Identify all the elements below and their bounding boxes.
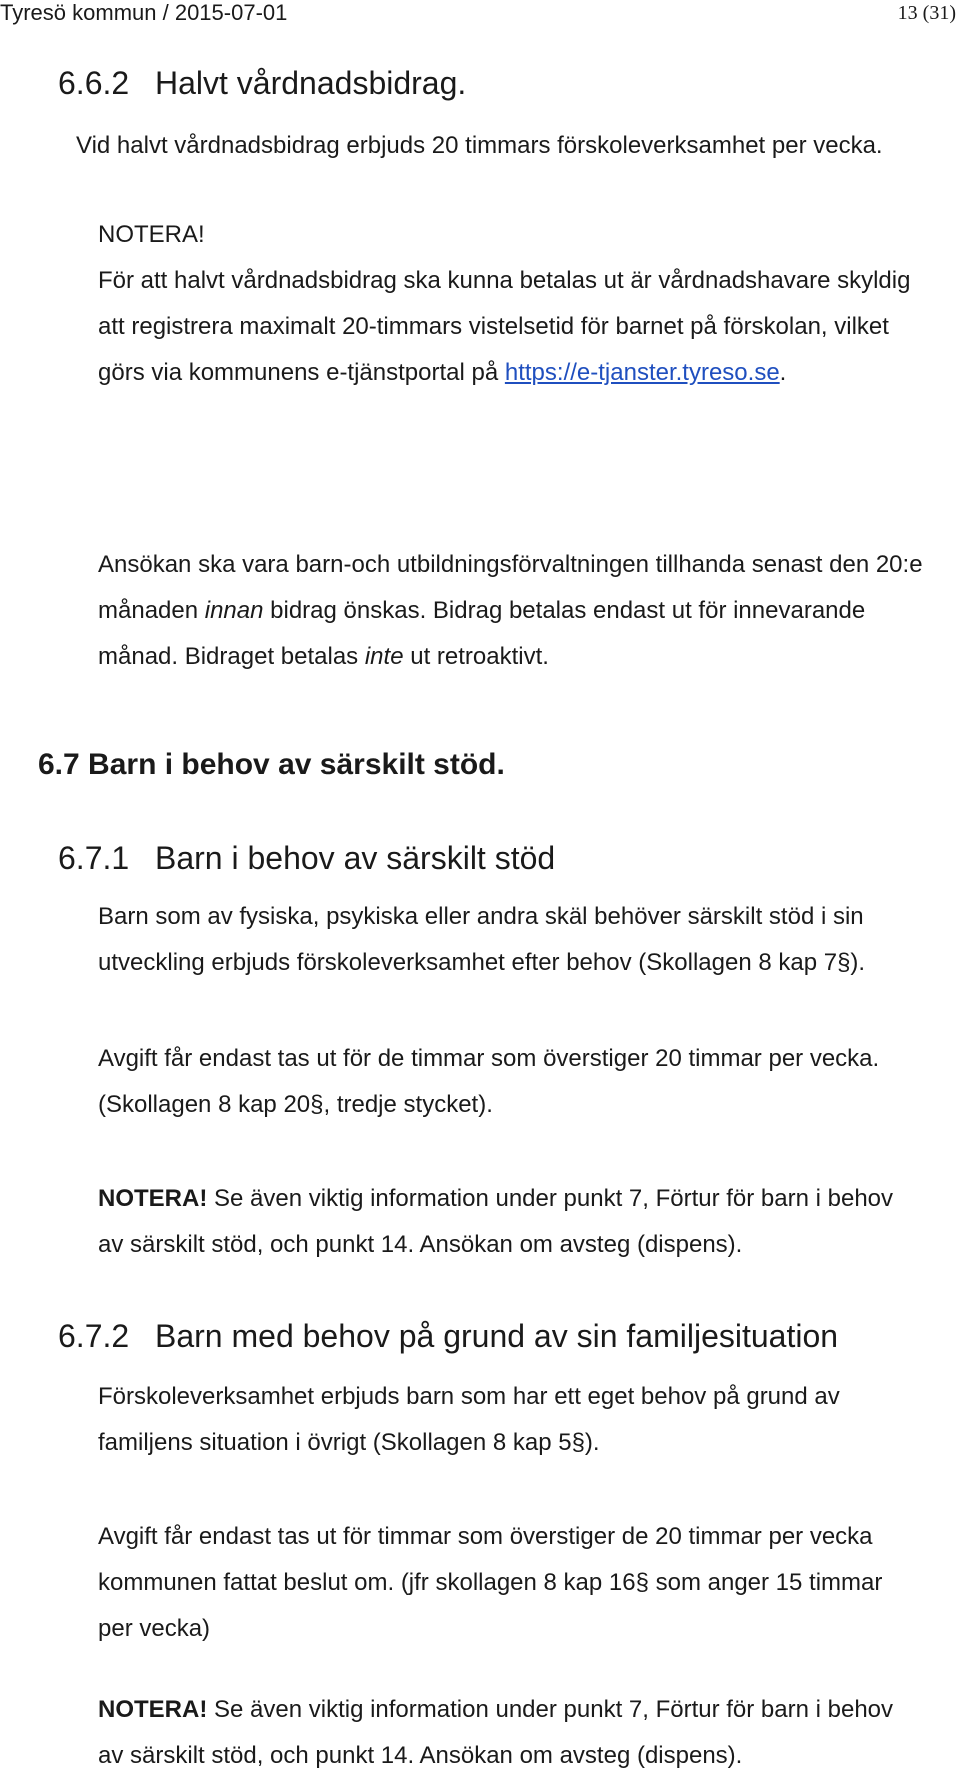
heading-6-7-1 xyxy=(58,839,555,877)
heading-title: Barn i behov av särskilt stöd xyxy=(155,840,556,876)
heading-6-7-2 xyxy=(58,1317,838,1355)
heading-6-6-2 xyxy=(58,64,466,102)
paragraph-avgift-671: Avgift får endast tas ut för de timmar som överstiger 20 timmar per vecka. (Skollagen 8 kap 20§, tredje stycket). xyxy=(98,1045,880,1118)
nota-text: För att halvt vårdnadsbidrag ska kunna betalas ut är vårdnadshavare skyldig att registrera maximalt 20-timmars vistelsetid för barnet på förskolan, vilket görs via kommunens e-tjänstportal på xyxy=(98,267,911,386)
nota-text: Se även viktig information under punkt 7, Förtur för barn i behov av särskilt stöd, och punkt 14. Ansökan om avsteg (dispens). xyxy=(98,1696,894,1769)
heading-title: Halvt vårdnadsbidrag. xyxy=(155,65,467,101)
nota-label: NOTERA! xyxy=(98,1185,208,1212)
paragraph-nota-halvt xyxy=(98,221,928,396)
paragraph-nota-672 xyxy=(98,1687,918,1779)
ansokan-em-innan: innan xyxy=(204,597,264,624)
page-header xyxy=(0,0,960,30)
link-trailing-period: . xyxy=(779,359,787,386)
ansokan-text-c: ut retroaktivt. xyxy=(403,643,549,670)
e-tjanster-link[interactable]: https://e-tjanster.tyreso.se xyxy=(504,359,780,386)
heading-title: Barn med behov på grund av sin familjesituation xyxy=(155,1318,839,1354)
heading-number: 6.7.1 xyxy=(58,840,130,876)
paragraph-familjesituation: Förskoleverksamhet erbjuds barn som har ett eget behov på grund av familjens situation i övrigt (Skollagen 8 kap 5§). xyxy=(98,1383,840,1456)
heading-number: 6.6.2 xyxy=(58,65,130,101)
nota-text: Se även viktig information under punkt 7, Förtur för barn i behov av särskilt stöd, och punkt 14. Ansökan om avsteg (dispens). xyxy=(98,1185,894,1258)
paragraph-ansokan xyxy=(98,542,928,680)
page-number: 13 (31) xyxy=(897,2,956,24)
ansokan-text-a: Ansökan ska vara barn-och utbildningsförvaltningen tillhanda senast den 20:e månaden xyxy=(98,551,923,624)
ansokan-em-inte: inte xyxy=(364,643,404,670)
nota-label: NOTERA! xyxy=(98,221,205,248)
paragraph-halvt-intro: Vid halvt vårdnadsbidrag erbjuds 20 timmars förskoleverksamhet per vecka. xyxy=(76,132,883,159)
paragraph-nota-671 xyxy=(98,1176,918,1268)
paragraph-avgift-672: Avgift får endast tas ut för timmar som överstiger de 20 timmar per vecka kommunen fattat beslut om. (jfr skollagen 8 kap 16§ som anger 15 timmar per vecka) xyxy=(98,1523,883,1642)
paragraph-sarskilt-stod: Barn som av fysiska, psykiska eller andra skäl behöver särskilt stöd i sin utveckling erbjuds förskoleverksamhet efter behov (Skollagen 8 kap 7§). xyxy=(98,903,866,976)
ansokan-text-b: bidrag önskas. Bidrag betalas endast ut för innevarande månad. Bidraget betalas xyxy=(98,597,866,670)
heading-number: 6.7.2 xyxy=(58,1318,130,1354)
heading-6-7: 6.7 Barn i behov av särskilt stöd. xyxy=(38,748,505,781)
header-org-date: Tyresö kommun / 2015-07-01 xyxy=(0,0,288,25)
nota-label: NOTERA! xyxy=(98,1696,208,1723)
